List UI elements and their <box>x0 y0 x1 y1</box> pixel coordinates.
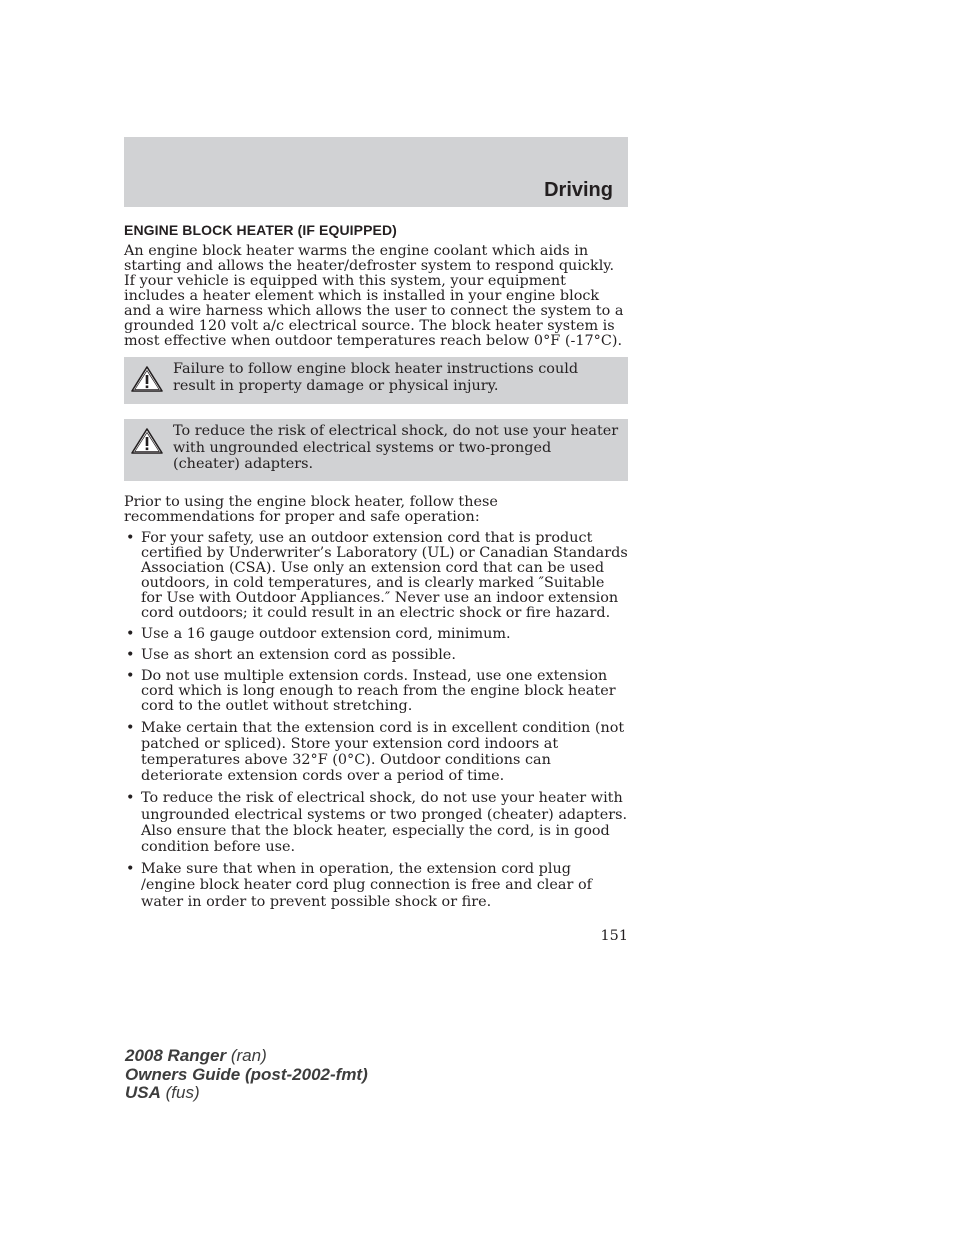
recommendations-list <box>124 531 628 910</box>
list-item: • Make sure that when in operation, the extension cord plug /engine block heater cord plug connection is free and clear of water in order to prevent possible shock or fire. <box>124 861 628 910</box>
section-title: Driving <box>544 179 613 201</box>
warning-triangle-icon <box>130 427 164 455</box>
recommendations-intro: Prior to using the engine block heater, follow these recommendations for proper and safe operation: <box>124 493 498 525</box>
footer-market: USA <box>125 1083 161 1102</box>
footer-line-1 <box>125 1047 368 1066</box>
document-footer <box>125 1047 368 1103</box>
list-item: • For your safety, use an outdoor extension cord that is product certified by Underwriter’s Laboratory (UL) or Canadian Standards Association (CSA). Use only an extension cord that can be used outdoors, in cold temperatures, and is clearly marked ″Suitable for Use with Outdoor Appliances.″ Never use an indoor extension cord outdoors; it could result in an electric shock or fire hazard. <box>124 531 628 621</box>
list-item: • Use as short an extension cord as possible. <box>124 648 628 663</box>
warning-box-2 <box>124 419 628 481</box>
footer-model: 2008 Ranger <box>125 1046 227 1065</box>
warning-box-1 <box>124 357 628 404</box>
list-item: • Make certain that the extension cord is in excellent condition (not patched or spliced). Store your extension cord indoors at temperatures above 32°F (0°C). Outdoor conditions can deteriorate extension cords over a period of time. <box>124 720 628 785</box>
section-heading: ENGINE BLOCK HEATER (IF EQUIPPED) <box>124 222 397 238</box>
manual-page <box>124 137 628 944</box>
list-item: • Use a 16 gauge outdoor extension cord, minimum. <box>124 627 628 642</box>
footer-market-code: (fus) <box>165 1083 200 1102</box>
footer-line-3 <box>125 1084 368 1103</box>
section-header-band <box>124 137 628 207</box>
list-item: • To reduce the risk of electrical shock, do not use your heater with ungrounded electrical systems or two pronged (cheater) adapters. Also ensure that the block heater, especially the cord, is in good condition before use. <box>124 790 628 855</box>
intro-paragraph: An engine block heater warms the engine coolant which aids in starting and allows the heater/defroster system to respond quickly. If your vehicle is equipped with this system, your equipment includes a heater element which is installed in your engine block and a wire harness which allows the user to connect the system to a grounded 120 volt a/c electrical source. The block heater system is most effective when outdoor temperatures reach below 0°F (-17°C). <box>124 243 624 349</box>
footer-guide: Owners Guide (post-2002-fmt) <box>125 1064 368 1084</box>
list-item: • Do not use multiple extension cords. Instead, use one extension cord which is long enough to reach from the engine block heater cord to the outlet without stretching. <box>124 669 628 714</box>
footer-line-2 <box>125 1066 368 1085</box>
footer-model-code: (ran) <box>230 1046 267 1065</box>
warning-text-1: Failure to follow engine block heater instructions could result in property damage or physical injury. <box>173 361 579 394</box>
page-number: 151 <box>600 927 628 944</box>
warning-text-2: To reduce the risk of electrical shock, do not use your heater with ungrounded electrical systems or two-pronged (cheater) adapters. <box>173 423 619 472</box>
warning-triangle-icon <box>130 365 164 393</box>
